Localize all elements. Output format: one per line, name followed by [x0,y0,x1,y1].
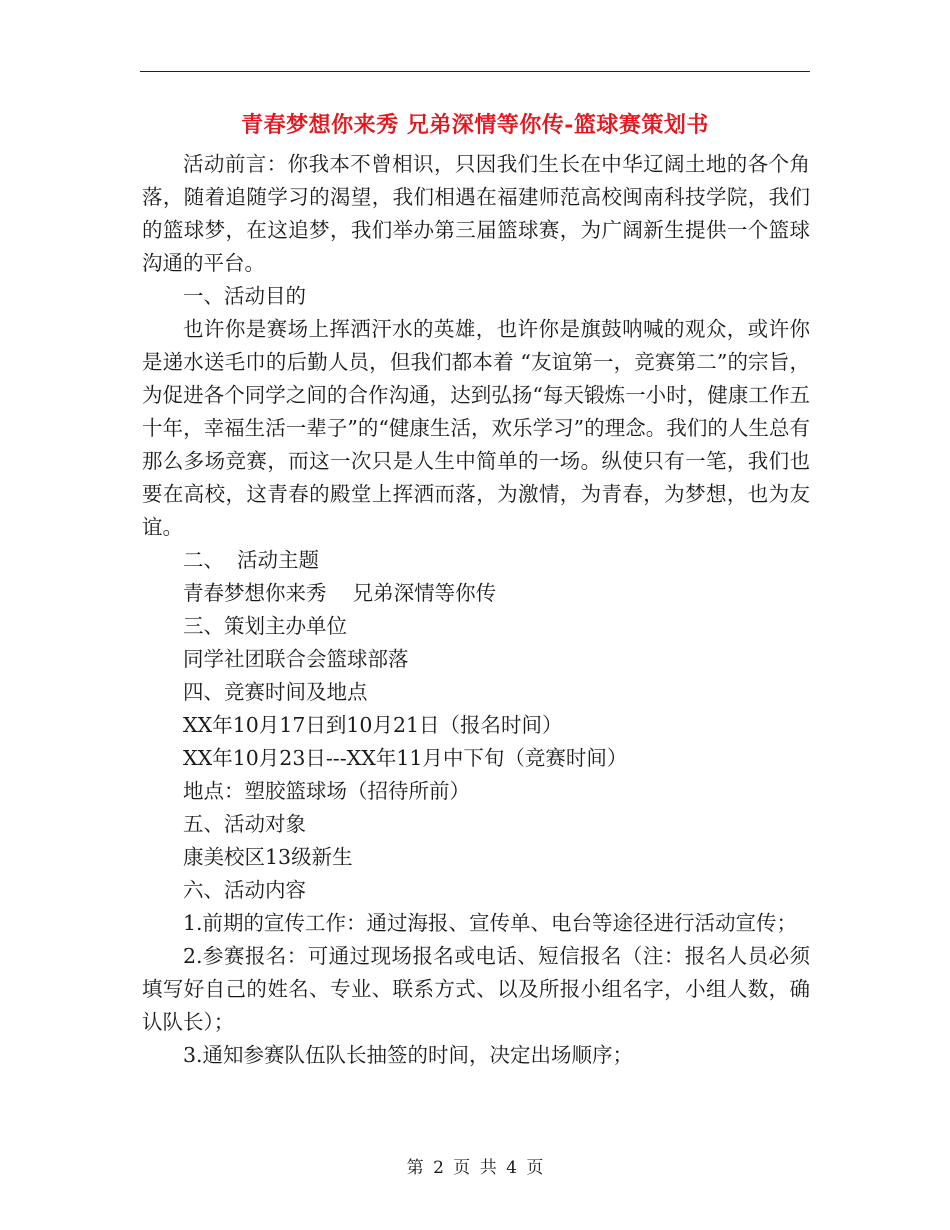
paragraph-content-2: 2.参赛报名：可通过现场报名或电话、短信报名（注：报名人员必须填写好自己的姓名、专业、联系方式、以及所报小组名字，小组人数，确认队长）； [142,944,810,1034]
heading-purpose: 一、活动目的 [183,284,306,308]
heading-organizer: 三、策划主办单位 [183,614,347,638]
heading-time-place: 四、竞赛时间及地点 [183,680,368,704]
paragraph-location: 地点：塑胶篮球场（招待所前） [183,779,470,803]
document-body [142,148,810,1072]
paragraph-theme: 青春梦想你来秀 兄弟深情等你传 [183,581,497,605]
document-title: 青春梦想你来秀 兄弟深情等你传-篮球赛策划书 [241,112,709,138]
paragraph-competition-time: XX年10月23日---XX年11月中下旬（竞赛时间） [183,746,628,770]
heading-content: 六、活动内容 [183,878,306,902]
paragraph-preface: 活动前言：你我本不曾相识，只因我们生长在中华辽阔土地的各个角落，随着追随学习的渴望，我们相遇在福建师范高校闽南科技学院，我们的篮球梦，在这追梦，我们举办第三届篮球赛，为广阔新生提供一个篮球沟通的平台。 [142,152,810,275]
paragraph-organizer: 同学社团联合会篮球部落 [183,647,409,671]
heading-participants: 五、活动对象 [183,812,306,836]
paragraph-content-3: 3.通知参赛队伍队长抽签的时间，决定出场顺序； [183,1043,634,1067]
paragraph-registration-time: XX年10月17日到10月21日（报名时间） [183,713,563,737]
page-number: 第 2 页 共 4 页 [406,1158,544,1178]
heading-theme: 二、 活动主题 [183,548,320,572]
paragraph-content-1: 1.前期的宣传工作：通过海报、宣传单、电台等途径进行活动宣传； [183,911,798,935]
paragraph-participants: 康美校区13级新生 [183,845,353,869]
paragraph-purpose: 也许你是赛场上挥洒汗水的英雄，也许你是旗鼓呐喊的观众，或许你是递水送毛巾的后勤人员，但我们都本着 “友谊第一，竞赛第二”的宗旨，为促进各个同学之间的合作沟通，达到弘扬“每天锻炼一小时，健康工作五十年，幸福生活一辈子”的“健康生活，欢乐学习”的理念。我们的人生总有那么多场竞赛，而这一次只是人生中简单的一场。纵使只有一笔，我们也要在高校，这青春的殿堂上挥洒而落，为激情，为青春，为梦想，也为友谊。 [142,317,810,539]
header-rule [140,71,810,72]
